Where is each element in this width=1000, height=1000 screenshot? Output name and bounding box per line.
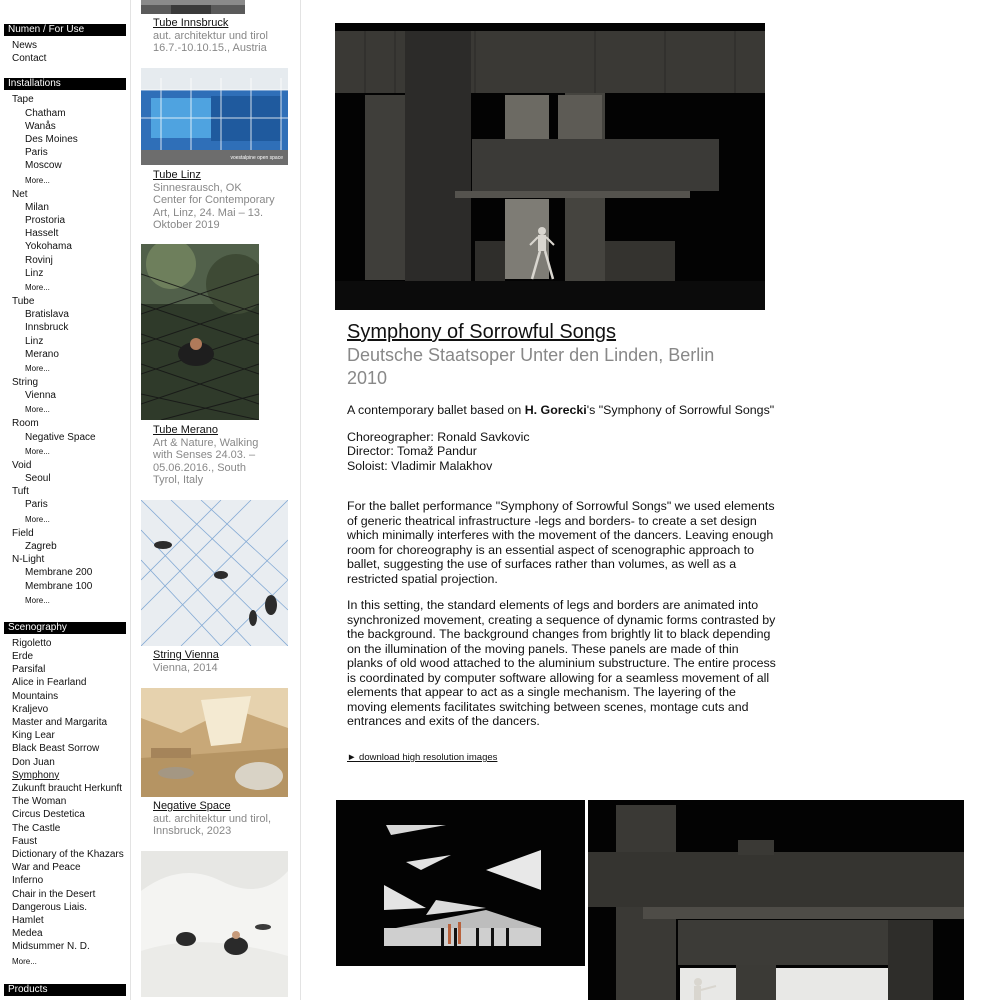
- project-venue: Deutsche Staatsoper Unter den Linden, Berlin: [347, 345, 715, 365]
- project-intro: [347, 403, 777, 418]
- tube-innsbruck-image[interactable]: [141, 0, 245, 14]
- project-detail: [300, 0, 1000, 1000]
- negative-space-link[interactable]: Negative Space: [153, 800, 231, 812]
- description-paragraph: For the ballet performance "Symphony of Sorrowful Songs" we used elements of generic theatrical infrastructure -legs and borders- to create a set design which minimally interferes with the movement of the dancers. Leaving enough room for choreography is an essential aspect of scenographic approach to ballet, suggesting the use of surfaces rather than volumes, as well as a restricted spatial projection.: [347, 499, 775, 586]
- project-heading: [347, 320, 777, 390]
- download-images-link[interactable]: ► download high resolution images: [347, 752, 498, 763]
- nav-more-link[interactable]: More...: [25, 283, 50, 293]
- nav-section-header: Scenography: [4, 622, 126, 634]
- nav-item-symphony[interactable]: Symphony: [12, 769, 60, 781]
- nav-item-war-and-peace[interactable]: War and Peace: [12, 862, 81, 874]
- tube-linz-link[interactable]: Tube Linz: [153, 169, 201, 181]
- nav-item-hasselt[interactable]: Hasselt: [25, 228, 59, 240]
- nav-item-des-moines[interactable]: Des Moines: [25, 134, 78, 146]
- nav-item-don-juan[interactable]: Don Juan: [12, 756, 55, 768]
- nav-item-yokohama[interactable]: Yokohama: [25, 241, 72, 253]
- tube-merano-caption: [153, 424, 283, 487]
- caption-line: Art & Nature, Walking: [153, 436, 259, 449]
- caption-line: aut. architektur und tirol,: [153, 812, 272, 825]
- tube-merano-image[interactable]: [141, 244, 259, 420]
- nav-more-link[interactable]: More...: [25, 514, 50, 524]
- next-project-image[interactable]: [141, 851, 288, 997]
- nav-item-the-woman[interactable]: The Woman: [12, 796, 67, 808]
- credit-line: Choreographer: Ronald Savkovic: [347, 429, 530, 444]
- caption-line: Art, Linz, 24. Mai – 13.: [153, 206, 264, 219]
- nav-item-negative-space[interactable]: Negative Space: [25, 431, 96, 443]
- nav-group-n-light[interactable]: N-Light: [12, 554, 45, 566]
- nav-item-linz[interactable]: Linz: [25, 267, 44, 279]
- nav-item-black-beast-sorrow[interactable]: Black Beast Sorrow: [12, 743, 100, 755]
- tube-linz-caption: [153, 169, 283, 232]
- nav-more-link[interactable]: More...: [25, 595, 50, 605]
- caption-line: Innsbruck, 2023: [153, 825, 232, 838]
- nav-item-master-and-margarita[interactable]: Master and Margarita: [12, 716, 108, 728]
- nav-item-mountains[interactable]: Mountains: [12, 690, 59, 702]
- column-divider: [130, 0, 131, 1000]
- nav-item-zukunft-braucht-herkunft[interactable]: Zukunft braucht Herkunft: [12, 782, 123, 794]
- nav-group-room[interactable]: Room: [12, 418, 39, 430]
- caption-line: 16.7.-10.10.15., Austria: [153, 42, 267, 55]
- tube-merano-link[interactable]: Tube Merano: [153, 424, 219, 436]
- credit-line: Director: Tomaž Pandur: [347, 444, 477, 458]
- nav-item-faust[interactable]: Faust: [12, 835, 38, 847]
- intro-text: 's "Symphony of Sorrowful Songs": [586, 403, 775, 417]
- caption-line: with Senses 24.03. –: [153, 449, 256, 462]
- nav-group-tuft[interactable]: Tuft: [12, 486, 29, 498]
- nav-item-hamlet[interactable]: Hamlet: [12, 914, 44, 926]
- nav-section-header: Products: [4, 984, 126, 996]
- string-vienna-caption: [153, 649, 283, 674]
- gallery-image-panels[interactable]: [588, 800, 964, 1000]
- project-year: 2010: [347, 368, 388, 388]
- nav-item-erde[interactable]: Erde: [12, 650, 34, 662]
- description-paragraph: In this setting, the standard elements of legs and borders are animated into synchronized movement, creating a sequence of dynamic forms contrasted by the background. The background changes from brightly lit to black depending on the illumination of the moving panels. These panels are made of thin planks of old wood attached to the aluminium substructure. The entire process is coordinated by computer software allowing for a seamless movement of all elements that appear to act as a single mechanism. The layering of the moving elements facilitates switching between scenes, montage cuts and entrances and exits of the dancers.: [347, 598, 776, 728]
- tube-innsbruck-caption: [153, 17, 283, 55]
- nav-item-dictionary-of-the-khazars[interactable]: Dictionary of the Khazars: [12, 848, 124, 860]
- caption-line: Center for Contemporary: [153, 194, 275, 207]
- nav-item-wan-s[interactable]: Wanås: [25, 120, 56, 132]
- nav-item-moscow[interactable]: Moscow: [25, 160, 62, 172]
- nav-item-chair-in-the-desert[interactable]: Chair in the Desert: [12, 888, 96, 900]
- nav-item-bratislava[interactable]: Bratislava: [25, 309, 69, 321]
- nav-item-paris[interactable]: Paris: [25, 147, 48, 159]
- nav-group-net[interactable]: Net: [12, 188, 28, 200]
- nav-item-rovinj[interactable]: Rovinj: [25, 254, 53, 266]
- nav-group-field[interactable]: Field: [12, 527, 34, 539]
- nav-item-midsummer-n-d[interactable]: Midsummer N. D.: [12, 941, 90, 953]
- nav-more-link[interactable]: More...: [12, 956, 37, 966]
- nav-item-membrane-100[interactable]: Membrane 100: [25, 580, 93, 592]
- tube-innsbruck-link[interactable]: Tube Innsbruck: [153, 17, 229, 29]
- nav-section-header: Numen / For Use: [4, 24, 126, 36]
- nav-item-paris[interactable]: Paris: [25, 499, 48, 511]
- nav-item-alice-in-fearland[interactable]: Alice in Fearland: [12, 677, 87, 689]
- nav-item-kraljevo[interactable]: Kraljevo: [12, 703, 49, 715]
- nav-item-the-castle[interactable]: The Castle: [12, 822, 61, 834]
- nav-item-prostoria[interactable]: Prostoria: [25, 215, 66, 227]
- project-title[interactable]: Symphony of Sorrowful Songs: [347, 321, 617, 343]
- caption-line: Sinnesrausch, OK: [153, 181, 242, 194]
- nav-group-void[interactable]: Void: [12, 459, 32, 471]
- nav-item-membrane-200[interactable]: Membrane 200: [25, 567, 93, 579]
- nav-item-milan[interactable]: Milan: [25, 201, 49, 213]
- nav-item-news[interactable]: News: [12, 40, 38, 51]
- nav-item-vienna[interactable]: Vienna: [25, 390, 56, 402]
- project-description: [347, 403, 777, 729]
- caption-line: Oktober 2019: [153, 219, 220, 232]
- nav-more-link[interactable]: More...: [25, 175, 50, 185]
- nav-item-rigoletto[interactable]: Rigoletto: [12, 637, 52, 649]
- project-thumbnails: [141, 0, 291, 1000]
- nav-item-medea[interactable]: Medea: [12, 928, 43, 940]
- nav-more-link[interactable]: More...: [25, 364, 50, 374]
- nav-item-king-lear[interactable]: King Lear: [12, 730, 55, 742]
- tube-linz-image[interactable]: [141, 68, 288, 165]
- credit-line: Soloist: Vladimir Malakhov: [347, 458, 493, 473]
- hero-stage-image[interactable]: [335, 23, 765, 310]
- nav-item-inferno[interactable]: Inferno: [12, 875, 44, 887]
- nav-more-link[interactable]: More...: [25, 405, 50, 415]
- nav-item-innsbruck[interactable]: Innsbruck: [25, 322, 69, 334]
- project-credits: [347, 430, 777, 474]
- gallery-image-triangles[interactable]: [336, 800, 585, 966]
- negative-space-image[interactable]: [141, 688, 288, 797]
- intro-text: A contemporary ballet based on: [347, 403, 525, 417]
- nav-section-header: Installations: [4, 78, 126, 90]
- nav-item-zagreb[interactable]: Zagreb: [25, 540, 57, 552]
- composer-name: H. Gorecki: [524, 403, 587, 417]
- nav-group-tape[interactable]: Tape: [12, 94, 34, 106]
- nav-item-chatham[interactable]: Chatham: [25, 107, 66, 119]
- negative-space-caption: [153, 800, 283, 838]
- string-vienna-link[interactable]: String Vienna: [153, 649, 219, 661]
- caption-line: aut. architektur und tirol: [153, 29, 268, 42]
- watermark-text: voestalpine open space: [230, 155, 283, 161]
- string-vienna-image[interactable]: [141, 500, 288, 646]
- nav-group-string[interactable]: String: [12, 377, 39, 389]
- nav-item-merano[interactable]: Merano: [25, 348, 59, 360]
- nav-item-contact[interactable]: Contact: [12, 53, 47, 65]
- caption-line: Tyrol, Italy: [153, 474, 204, 487]
- nav-group-tube[interactable]: Tube: [12, 296, 35, 308]
- nav-item-seoul[interactable]: Seoul: [25, 473, 51, 485]
- nav-item-parsifal[interactable]: Parsifal: [12, 664, 46, 676]
- side-navigation: [0, 0, 130, 1000]
- nav-item-linz[interactable]: Linz: [25, 335, 44, 347]
- caption-line: Vienna, 2014: [153, 661, 218, 674]
- nav-item-dangerous-liais[interactable]: Dangerous Liais.: [12, 901, 88, 913]
- nav-item-circus-destetica[interactable]: Circus Destetica: [12, 809, 85, 821]
- caption-line: 05.06.2016., South: [153, 461, 246, 474]
- nav-more-link[interactable]: More...: [25, 446, 50, 456]
